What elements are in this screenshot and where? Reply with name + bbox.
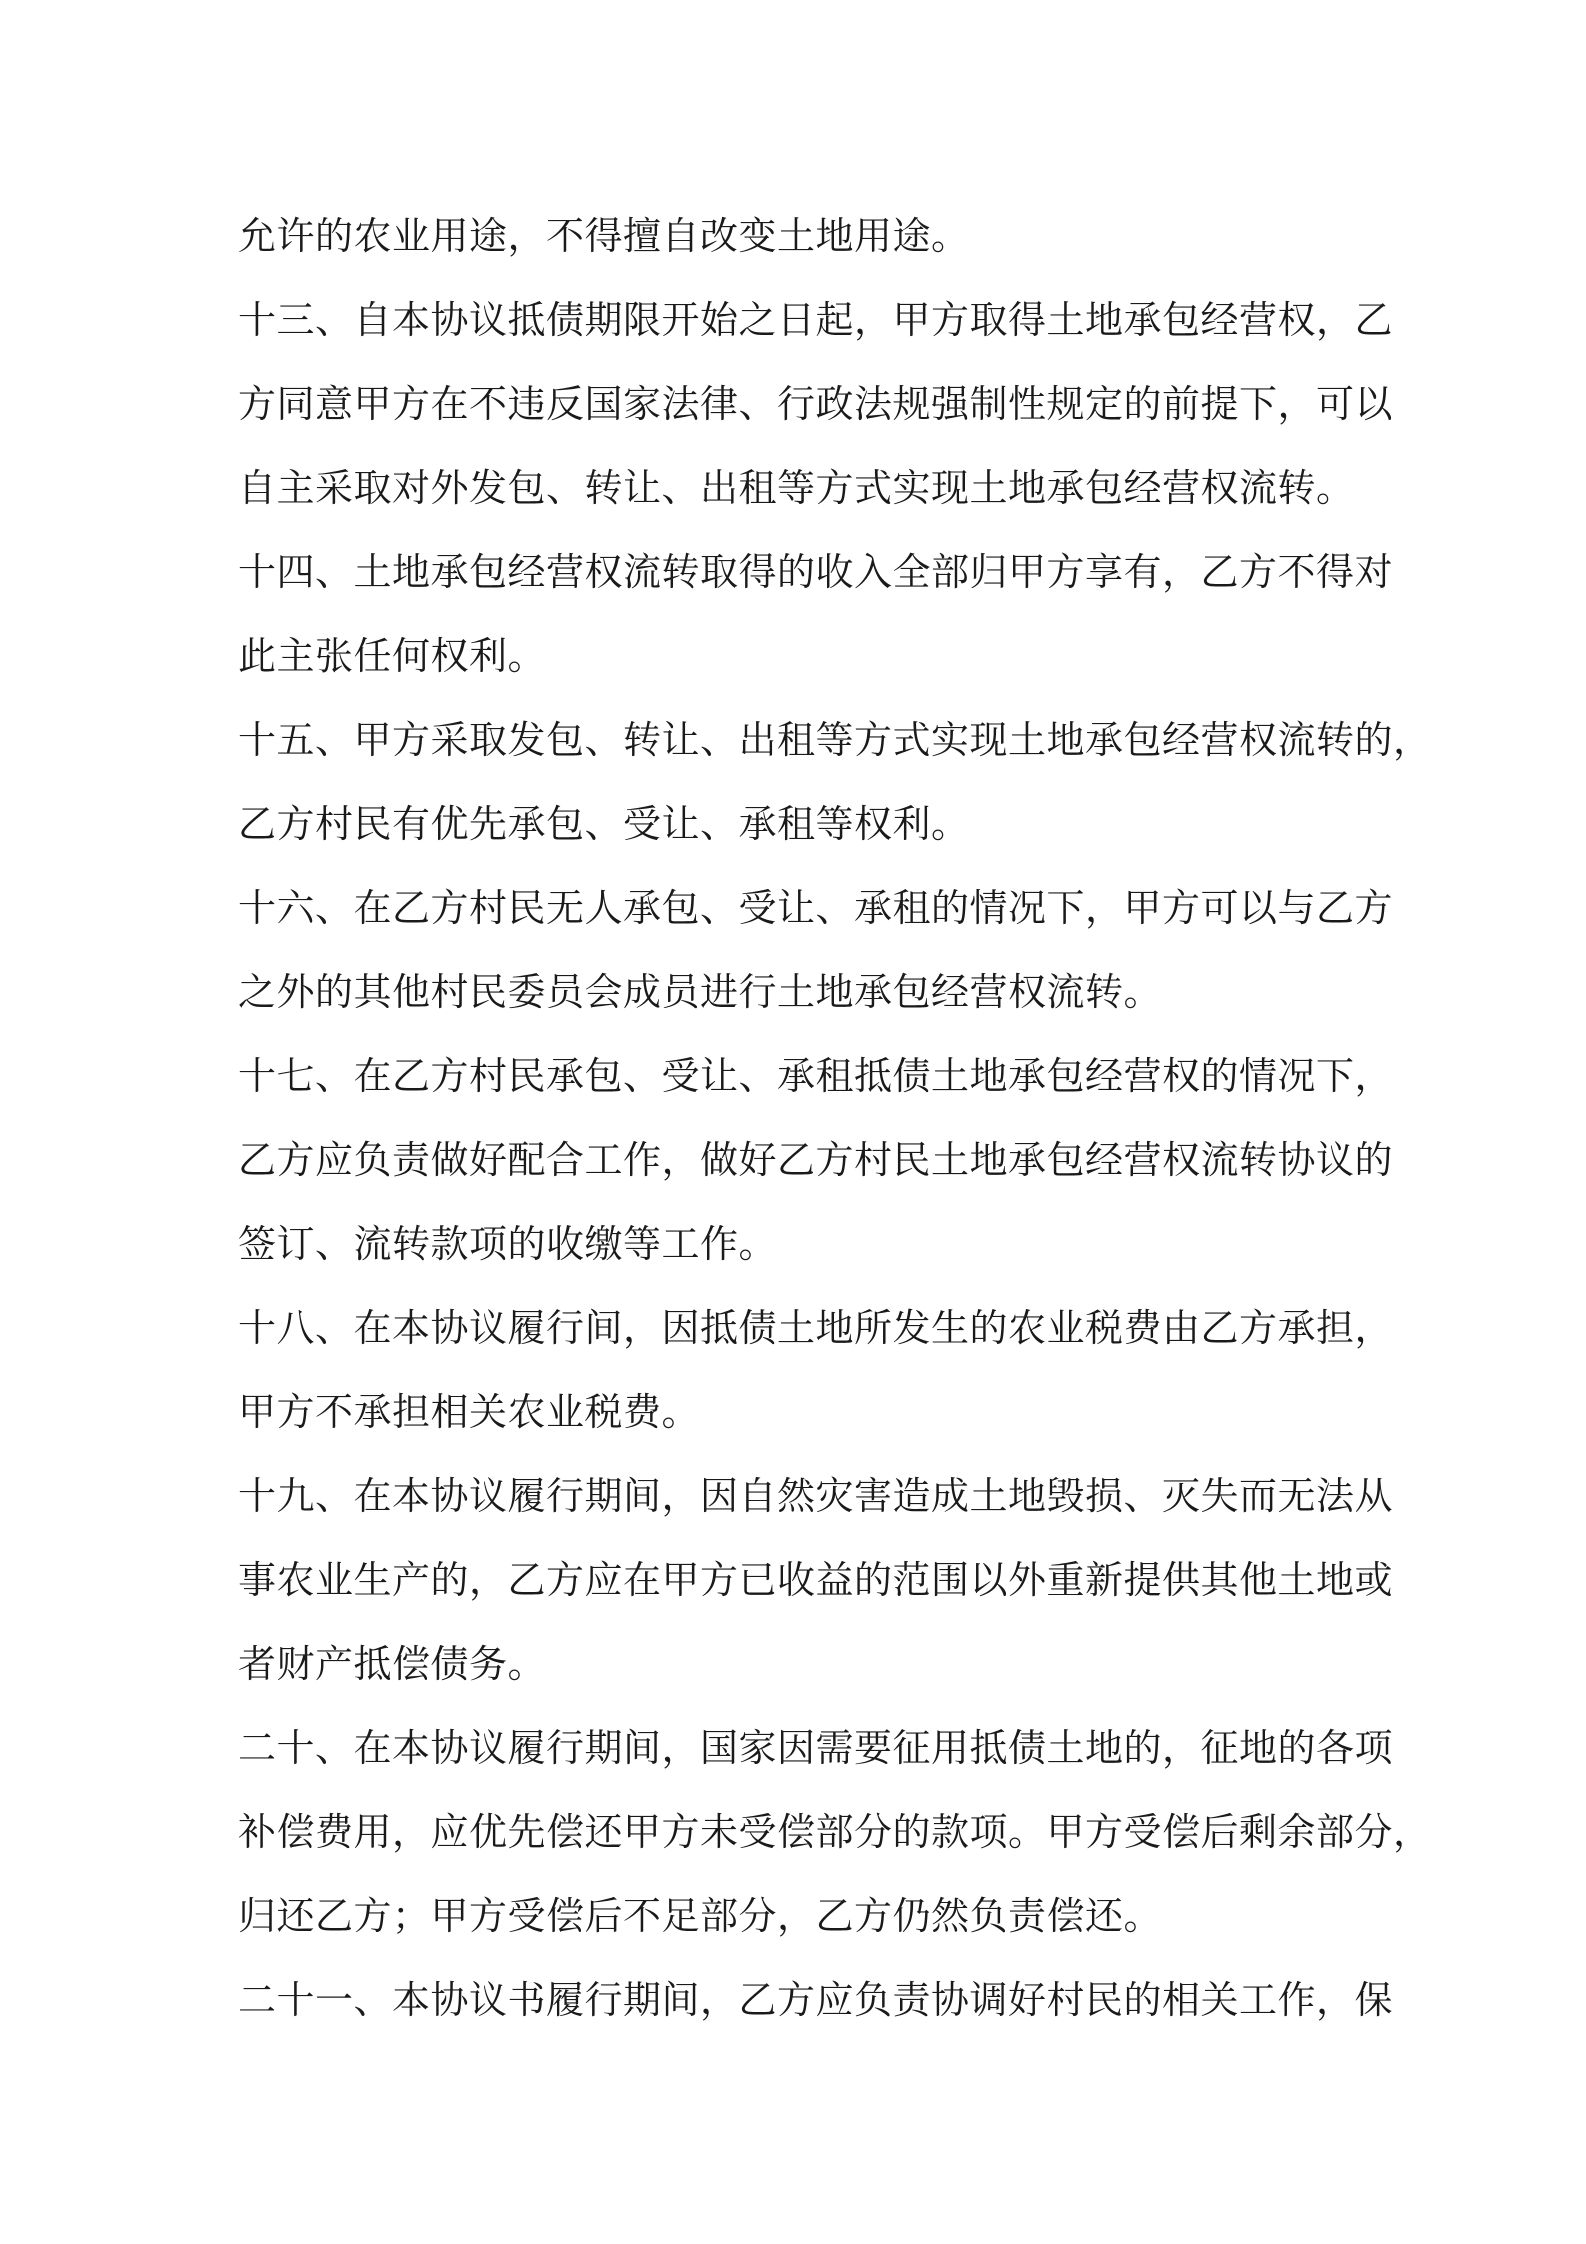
- text-line: 归还乙方；甲方受偿后不足部分，乙方仍然负责偿还。: [238, 1894, 1163, 1938]
- text-line: 者财产抵偿债务。: [238, 1642, 547, 1686]
- text-line: 之外的其他村民委员会成员进行土地承包经营权流转。: [238, 970, 1163, 1014]
- text-line: 允许的农业用途，不得擅自改变土地用途。: [238, 214, 970, 258]
- text-line: 十六、在乙方村民无人承包、受让、承租的情况下，甲方可以与乙方: [238, 886, 1394, 930]
- text-line: 十四、土地承包经营权流转取得的收入全部归甲方享有，乙方不得对: [238, 550, 1394, 594]
- text-line: 方同意甲方在不违反国家法律、行政法规强制性规定的前提下，可以: [238, 382, 1394, 426]
- text-line: 十七、在乙方村民承包、受让、承租抵债土地承包经营权的情况下，: [238, 1054, 1394, 1098]
- text-line: 十九、在本协议履行期间，因自然灾害造成土地毁损、灭失而无法从: [238, 1474, 1394, 1518]
- text-line: 事农业生产的，乙方应在甲方已收益的范围以外重新提供其他土地或: [238, 1558, 1394, 1602]
- text-line: 补偿费用，应优先偿还甲方未受偿部分的款项。甲方受偿后剩余部分，: [238, 1810, 1432, 1854]
- text-line: 乙方村民有优先承包、受让、承租等权利。: [238, 802, 970, 846]
- text-line: 此主张任何权利。: [238, 634, 547, 678]
- text-line: 乙方应负责做好配合工作，做好乙方村民土地承包经营权流转协议的: [238, 1138, 1394, 1182]
- text-line: 二十一、本协议书履行期间，乙方应负责协调好村民的相关工作，保: [238, 1978, 1394, 2022]
- text-line: 自主采取对外发包、转让、出租等方式实现土地承包经营权流转。: [238, 466, 1355, 510]
- text-line: 十三、自本协议抵债期限开始之日起，甲方取得土地承包经营权，乙: [238, 298, 1394, 342]
- text-line: 甲方不承担相关农业税费。: [238, 1390, 701, 1434]
- text-line: 签订、流转款项的收缴等工作。: [238, 1222, 778, 1266]
- text-line: 十八、在本协议履行间，因抵债土地所发生的农业税费由乙方承担，: [238, 1306, 1394, 1350]
- text-line: 二十、在本协议履行期间，国家因需要征用抵债土地的，征地的各项: [238, 1726, 1394, 1770]
- document-body: [238, 194, 1432, 2042]
- text-line: 十五、甲方采取发包、转让、出租等方式实现土地承包经营权流转的，: [238, 718, 1432, 762]
